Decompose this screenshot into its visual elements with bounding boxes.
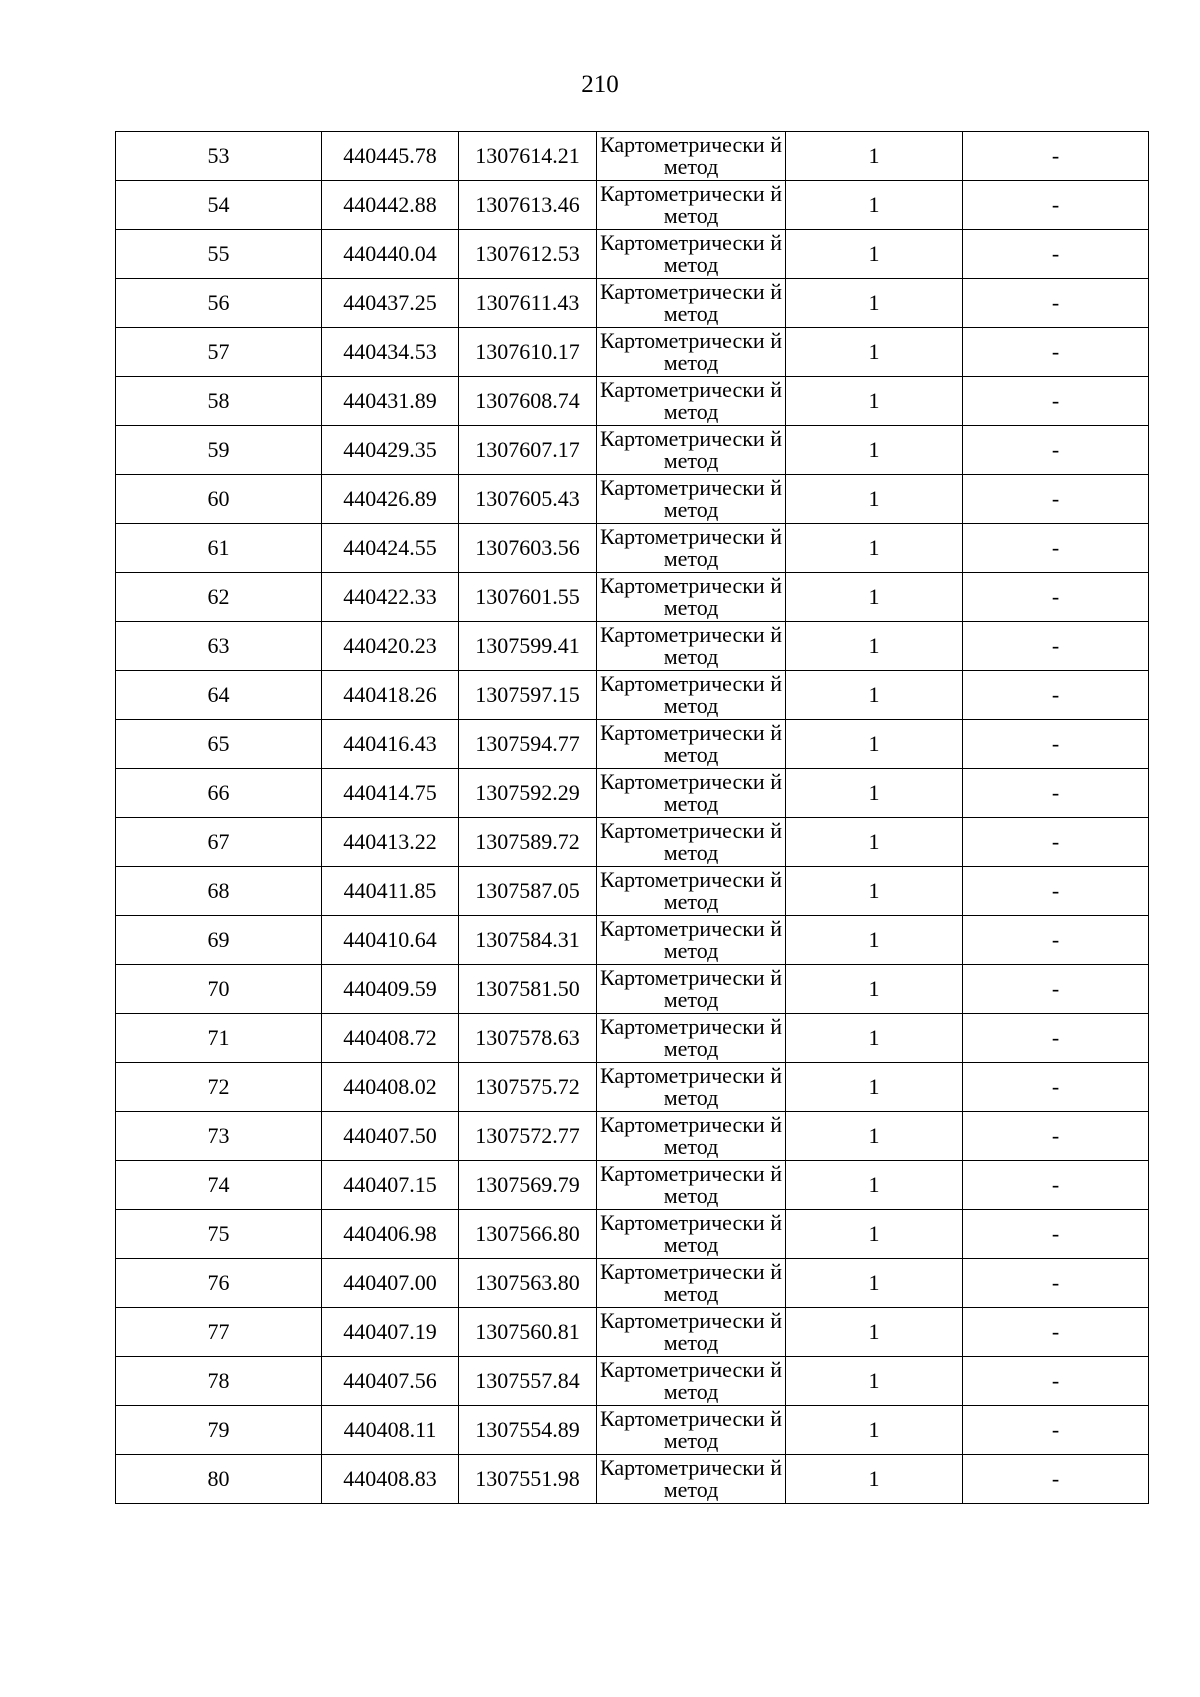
note-cell: - <box>963 328 1149 377</box>
accuracy-cell: 1 <box>786 1210 963 1259</box>
coord-y-cell: 1307551.98 <box>459 1455 597 1504</box>
method-cell <box>597 1308 786 1357</box>
accuracy-cell: 1 <box>786 769 963 818</box>
note-cell: - <box>963 1308 1149 1357</box>
coord-x-cell: 440407.19 <box>322 1308 459 1357</box>
method-cell <box>597 720 786 769</box>
table-row <box>116 867 1149 916</box>
point-number-cell: 64 <box>116 671 322 720</box>
method-text: Картометрически й метод <box>600 918 782 962</box>
method-text: Картометрически й метод <box>600 1016 782 1060</box>
method-text: Картометрически й метод <box>600 1065 782 1109</box>
coord-x-cell: 440442.88 <box>322 181 459 230</box>
point-number-cell: 62 <box>116 573 322 622</box>
table-row <box>116 1014 1149 1063</box>
coord-y-cell: 1307578.63 <box>459 1014 597 1063</box>
method-text: Картометрически й метод <box>600 1212 782 1256</box>
accuracy-cell: 1 <box>786 573 963 622</box>
coord-x-cell: 440407.56 <box>322 1357 459 1406</box>
table-row <box>116 1161 1149 1210</box>
note-cell: - <box>963 426 1149 475</box>
point-number-cell: 75 <box>116 1210 322 1259</box>
coord-y-cell: 1307569.79 <box>459 1161 597 1210</box>
table-row <box>116 1406 1149 1455</box>
point-number-cell: 59 <box>116 426 322 475</box>
page-number: 210 <box>581 71 619 98</box>
coord-y-cell: 1307612.53 <box>459 230 597 279</box>
method-cell <box>597 377 786 426</box>
accuracy-cell: 1 <box>786 328 963 377</box>
coord-y-cell: 1307594.77 <box>459 720 597 769</box>
coord-y-cell: 1307554.89 <box>459 1406 597 1455</box>
coord-x-cell: 440440.04 <box>322 230 459 279</box>
coord-x-cell: 440431.89 <box>322 377 459 426</box>
method-text: Картометрически й метод <box>600 1114 782 1158</box>
method-text: Картометрически й метод <box>600 771 782 815</box>
accuracy-cell: 1 <box>786 377 963 426</box>
method-cell <box>597 1161 786 1210</box>
coord-y-cell: 1307557.84 <box>459 1357 597 1406</box>
method-text: Картометрически й метод <box>600 624 782 668</box>
note-cell: - <box>963 1063 1149 1112</box>
accuracy-cell: 1 <box>786 916 963 965</box>
table-row <box>116 1210 1149 1259</box>
coord-y-cell: 1307614.21 <box>459 132 597 181</box>
accuracy-cell: 1 <box>786 1357 963 1406</box>
point-number-cell: 61 <box>116 524 322 573</box>
note-cell: - <box>963 769 1149 818</box>
table-row <box>116 524 1149 573</box>
note-cell: - <box>963 132 1149 181</box>
accuracy-cell: 1 <box>786 867 963 916</box>
method-cell <box>597 965 786 1014</box>
coord-x-cell: 440406.98 <box>322 1210 459 1259</box>
table-row <box>116 230 1149 279</box>
method-cell <box>597 475 786 524</box>
point-number-cell: 68 <box>116 867 322 916</box>
method-text: Картометрически й метод <box>600 526 782 570</box>
table-row <box>116 622 1149 671</box>
accuracy-cell: 1 <box>786 1259 963 1308</box>
method-text: Картометрически й метод <box>600 1261 782 1305</box>
method-text: Картометрически й метод <box>600 330 782 374</box>
accuracy-cell: 1 <box>786 426 963 475</box>
note-cell: - <box>963 1014 1149 1063</box>
point-number-cell: 53 <box>116 132 322 181</box>
table-row <box>116 1357 1149 1406</box>
note-cell: - <box>963 916 1149 965</box>
method-text: Картометрически й метод <box>600 820 782 864</box>
table-row <box>116 1259 1149 1308</box>
point-number-cell: 70 <box>116 965 322 1014</box>
method-cell <box>597 671 786 720</box>
table-row <box>116 1063 1149 1112</box>
table-row <box>116 720 1149 769</box>
coord-x-cell: 440416.43 <box>322 720 459 769</box>
point-number-cell: 58 <box>116 377 322 426</box>
accuracy-cell: 1 <box>786 1161 963 1210</box>
point-number-cell: 71 <box>116 1014 322 1063</box>
method-cell <box>597 524 786 573</box>
point-number-cell: 72 <box>116 1063 322 1112</box>
coord-x-cell: 440408.11 <box>322 1406 459 1455</box>
coord-x-cell: 440413.22 <box>322 818 459 867</box>
coord-y-cell: 1307597.15 <box>459 671 597 720</box>
method-text: Картометрически й метод <box>600 1310 782 1354</box>
method-text: Картометрически й метод <box>600 1163 782 1207</box>
method-cell <box>597 328 786 377</box>
method-cell <box>597 916 786 965</box>
accuracy-cell: 1 <box>786 1406 963 1455</box>
coord-y-cell: 1307589.72 <box>459 818 597 867</box>
point-number-cell: 67 <box>116 818 322 867</box>
point-number-cell: 66 <box>116 769 322 818</box>
table-row <box>116 573 1149 622</box>
table-row <box>116 328 1149 377</box>
table-row <box>116 916 1149 965</box>
note-cell: - <box>963 867 1149 916</box>
note-cell: - <box>963 720 1149 769</box>
point-number-cell: 63 <box>116 622 322 671</box>
point-number-cell: 77 <box>116 1308 322 1357</box>
method-text: Картометрически й метод <box>600 722 782 766</box>
coord-x-cell: 440414.75 <box>322 769 459 818</box>
note-cell: - <box>963 1406 1149 1455</box>
method-text: Картометрически й метод <box>600 967 782 1011</box>
coord-y-cell: 1307575.72 <box>459 1063 597 1112</box>
method-cell <box>597 1455 786 1504</box>
method-text: Картометрически й метод <box>600 1408 782 1452</box>
accuracy-cell: 1 <box>786 1112 963 1161</box>
note-cell: - <box>963 1112 1149 1161</box>
table-row <box>116 965 1149 1014</box>
note-cell: - <box>963 230 1149 279</box>
note-cell: - <box>963 524 1149 573</box>
coord-x-cell: 440418.26 <box>322 671 459 720</box>
coord-y-cell: 1307613.46 <box>459 181 597 230</box>
table-row <box>116 132 1149 181</box>
point-number-cell: 79 <box>116 1406 322 1455</box>
coord-x-cell: 440437.25 <box>322 279 459 328</box>
note-cell: - <box>963 181 1149 230</box>
method-text: Картометрически й метод <box>600 379 782 423</box>
point-number-cell: 65 <box>116 720 322 769</box>
note-cell: - <box>963 818 1149 867</box>
table-row <box>116 671 1149 720</box>
accuracy-cell: 1 <box>786 1014 963 1063</box>
coord-y-cell: 1307592.29 <box>459 769 597 818</box>
coord-y-cell: 1307563.80 <box>459 1259 597 1308</box>
accuracy-cell: 1 <box>786 818 963 867</box>
method-cell <box>597 181 786 230</box>
table-row <box>116 377 1149 426</box>
point-number-cell: 69 <box>116 916 322 965</box>
method-text: Картометрически й метод <box>600 232 782 276</box>
method-cell <box>597 1063 786 1112</box>
coord-y-cell: 1307581.50 <box>459 965 597 1014</box>
coord-y-cell: 1307605.43 <box>459 475 597 524</box>
coord-y-cell: 1307560.81 <box>459 1308 597 1357</box>
accuracy-cell: 1 <box>786 181 963 230</box>
point-number-cell: 74 <box>116 1161 322 1210</box>
coord-x-cell: 440434.53 <box>322 328 459 377</box>
coord-x-cell: 440409.59 <box>322 965 459 1014</box>
coord-y-cell: 1307607.17 <box>459 426 597 475</box>
table-row <box>116 1308 1149 1357</box>
table-row <box>116 769 1149 818</box>
method-cell <box>597 1014 786 1063</box>
coord-x-cell: 440408.02 <box>322 1063 459 1112</box>
method-cell <box>597 1357 786 1406</box>
method-cell <box>597 230 786 279</box>
table-row <box>116 1455 1149 1504</box>
coord-y-cell: 1307587.05 <box>459 867 597 916</box>
coord-y-cell: 1307603.56 <box>459 524 597 573</box>
point-number-cell: 80 <box>116 1455 322 1504</box>
note-cell: - <box>963 965 1149 1014</box>
note-cell: - <box>963 1210 1149 1259</box>
method-cell <box>597 622 786 671</box>
method-cell <box>597 1406 786 1455</box>
method-text: Картометрически й метод <box>600 477 782 521</box>
method-cell <box>597 1112 786 1161</box>
accuracy-cell: 1 <box>786 720 963 769</box>
coord-x-cell: 440407.00 <box>322 1259 459 1308</box>
accuracy-cell: 1 <box>786 279 963 328</box>
point-number-cell: 78 <box>116 1357 322 1406</box>
method-cell <box>597 1259 786 1308</box>
note-cell: - <box>963 377 1149 426</box>
note-cell: - <box>963 475 1149 524</box>
accuracy-cell: 1 <box>786 132 963 181</box>
coord-x-cell: 440407.50 <box>322 1112 459 1161</box>
coord-x-cell: 440424.55 <box>322 524 459 573</box>
method-text: Картометрически й метод <box>600 1359 782 1403</box>
note-cell: - <box>963 1455 1149 1504</box>
method-cell <box>597 132 786 181</box>
method-text: Картометрически й метод <box>600 869 782 913</box>
method-cell <box>597 426 786 475</box>
coord-x-cell: 440445.78 <box>322 132 459 181</box>
coord-y-cell: 1307610.17 <box>459 328 597 377</box>
note-cell: - <box>963 1357 1149 1406</box>
coord-y-cell: 1307599.41 <box>459 622 597 671</box>
accuracy-cell: 1 <box>786 1063 963 1112</box>
point-number-cell: 54 <box>116 181 322 230</box>
accuracy-cell: 1 <box>786 622 963 671</box>
point-number-cell: 55 <box>116 230 322 279</box>
method-cell <box>597 573 786 622</box>
method-cell <box>597 279 786 328</box>
accuracy-cell: 1 <box>786 524 963 573</box>
note-cell: - <box>963 622 1149 671</box>
note-cell: - <box>963 1161 1149 1210</box>
table-row <box>116 475 1149 524</box>
coord-x-cell: 440408.83 <box>322 1455 459 1504</box>
method-text: Картометрически й метод <box>600 183 782 227</box>
method-cell <box>597 818 786 867</box>
method-text: Картометрически й метод <box>600 1457 782 1501</box>
coord-y-cell: 1307572.77 <box>459 1112 597 1161</box>
point-number-cell: 56 <box>116 279 322 328</box>
method-text: Картометрически й метод <box>600 281 782 325</box>
note-cell: - <box>963 573 1149 622</box>
coord-x-cell: 440429.35 <box>322 426 459 475</box>
point-number-cell: 60 <box>116 475 322 524</box>
method-cell <box>597 769 786 818</box>
table-row <box>116 818 1149 867</box>
accuracy-cell: 1 <box>786 965 963 1014</box>
accuracy-cell: 1 <box>786 230 963 279</box>
method-cell <box>597 867 786 916</box>
coord-x-cell: 440422.33 <box>322 573 459 622</box>
note-cell: - <box>963 279 1149 328</box>
point-number-cell: 73 <box>116 1112 322 1161</box>
method-text: Картометрически й метод <box>600 673 782 717</box>
point-number-cell: 57 <box>116 328 322 377</box>
accuracy-cell: 1 <box>786 671 963 720</box>
accuracy-cell: 1 <box>786 475 963 524</box>
coord-x-cell: 440410.64 <box>322 916 459 965</box>
note-cell: - <box>963 1259 1149 1308</box>
coord-y-cell: 1307601.55 <box>459 573 597 622</box>
method-text: Картометрически й метод <box>600 134 782 178</box>
table-row <box>116 1112 1149 1161</box>
table-row <box>116 181 1149 230</box>
coord-x-cell: 440407.15 <box>322 1161 459 1210</box>
point-number-cell: 76 <box>116 1259 322 1308</box>
table-row <box>116 426 1149 475</box>
coordinates-table <box>115 131 1149 1504</box>
coord-y-cell: 1307611.43 <box>459 279 597 328</box>
method-cell <box>597 1210 786 1259</box>
coord-y-cell: 1307566.80 <box>459 1210 597 1259</box>
method-text: Картометрически й метод <box>600 575 782 619</box>
coord-x-cell: 440408.72 <box>322 1014 459 1063</box>
method-text: Картометрически й метод <box>600 428 782 472</box>
accuracy-cell: 1 <box>786 1455 963 1504</box>
coord-y-cell: 1307584.31 <box>459 916 597 965</box>
accuracy-cell: 1 <box>786 1308 963 1357</box>
coord-y-cell: 1307608.74 <box>459 377 597 426</box>
coord-x-cell: 440426.89 <box>322 475 459 524</box>
table-row <box>116 279 1149 328</box>
coord-x-cell: 440420.23 <box>322 622 459 671</box>
coord-x-cell: 440411.85 <box>322 867 459 916</box>
note-cell: - <box>963 671 1149 720</box>
coordinates-table-body <box>116 132 1149 1504</box>
